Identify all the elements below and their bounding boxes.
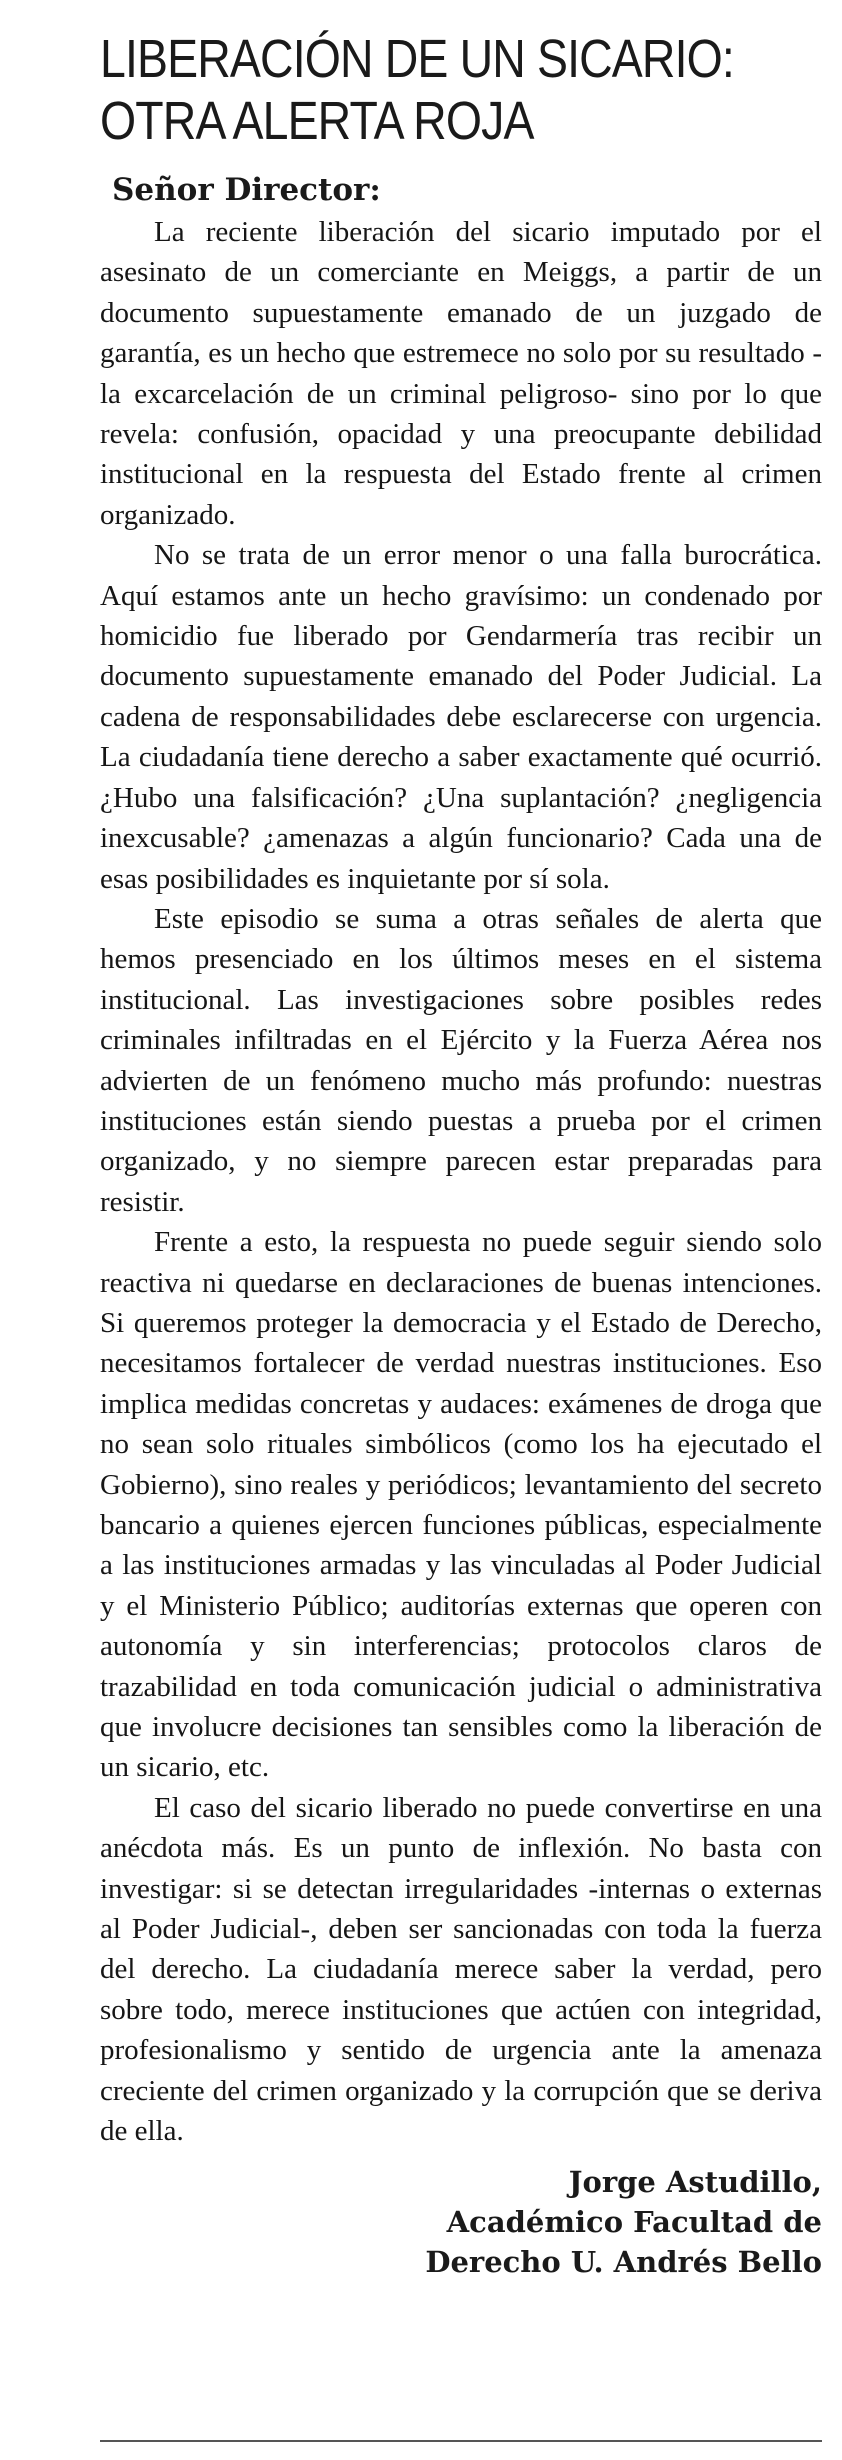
bottom-divider — [100, 2440, 822, 2442]
headline-line-1: LIBERACIÓN DE UN SICARIO: — [100, 29, 734, 89]
headline-line-2: OTRA ALERTA ROJA — [100, 91, 534, 151]
paragraph-2: No se trata de un error menor o una falla burocrática. Aquí estamos ante un hecho gravísimo: un condenado por homicidio fue liberado por Gendarmería tras recibir un documento supuestamente emanado del Poder Judicial. La cadena de responsabilidades debe esclarecerse con urgencia. La ciudadanía tiene derecho a saber exactamente qué ocurrió. ¿Hubo una falsificación? ¿Una suplantación? ¿negligencia inexcusable? ¿amenazas a algún funcionario? Cada una de esas posibilidades es inquietante por sí sola. — [100, 539, 822, 895]
paragraph-4: Frente a esto, la respuesta no puede seguir siendo solo reactiva ni quedarse en declaraciones de buenas intenciones. Si queremos proteger la democracia y el Estado de Derecho, necesitamos fortalecer de verdad nuestras instituciones. Eso implica medidas concretas y audaces: exámenes de droga que no sean solo rituales simbólicos (como los ha ejecutado el Gobierno), sino reales y periódicos; levantamiento del secreto bancario a quienes ejercen funciones públicas, especialmente a las instituciones armadas y las vinculadas al Poder Judicial y el Ministerio Público; auditorías externas que operen con autonomía y sin interferencias; protocolos claros de trazabilidad en toda comunicación judicial o administrativa que involucre decisiones tan sensibles como la liberación de un sicario, etc. — [100, 1226, 822, 1784]
headline — [100, 28, 814, 152]
paragraph-5: El caso del sicario liberado no puede convertirse en una anécdota más. Es un punto de inflexión. No basta con investigar: si se detectan irregularidades -internas o externas al Poder Judicial-, deben ser sancionadas con toda la fuerza del derecho. La ciudadanía merece saber la verdad, pero sobre todo, merece instituciones que actúen con integridad, profesionalismo y sentido de urgencia ante la amenaza creciente del crimen organizado y la corrupción que se deriva de ella. — [100, 1791, 822, 2148]
author-name: Jorge Astudillo, — [568, 2164, 822, 2199]
paragraph-1: La reciente liberación del sicario imputado por el asesinato de un comerciante en Meiggs, a partir de un documento supuestamente emanado de un juzgado de garantía, es un hecho que estremece no solo por su resultado -la excarcelación de un criminal peligroso- sino por lo que revela: confusión, opacidad y una preocupante debilidad institucional en la respuesta del Estado frente al crimen organizado. — [100, 216, 822, 531]
author-affiliation: Derecho U. Andrés Bello — [425, 2244, 822, 2279]
signature-block — [100, 2162, 822, 2282]
letter-to-editor — [100, 0, 822, 2282]
author-title: Académico Facultad de — [446, 2204, 822, 2239]
paragraph-3: Este episodio se suma a otras señales de alerta que hemos presenciado en los últimos meses en el sistema institucional. Las investigaciones sobre posibles redes criminales infiltradas en el Ejército y la Fuerza Aérea nos advierten de un fenómeno mucho más profundo: nuestras instituciones están siendo puestas a prueba por el crimen organizado, y no siempre parecen estar preparadas para resistir. — [100, 902, 822, 1218]
letter-body — [100, 212, 822, 2152]
salutation: Señor Director: — [112, 172, 381, 208]
